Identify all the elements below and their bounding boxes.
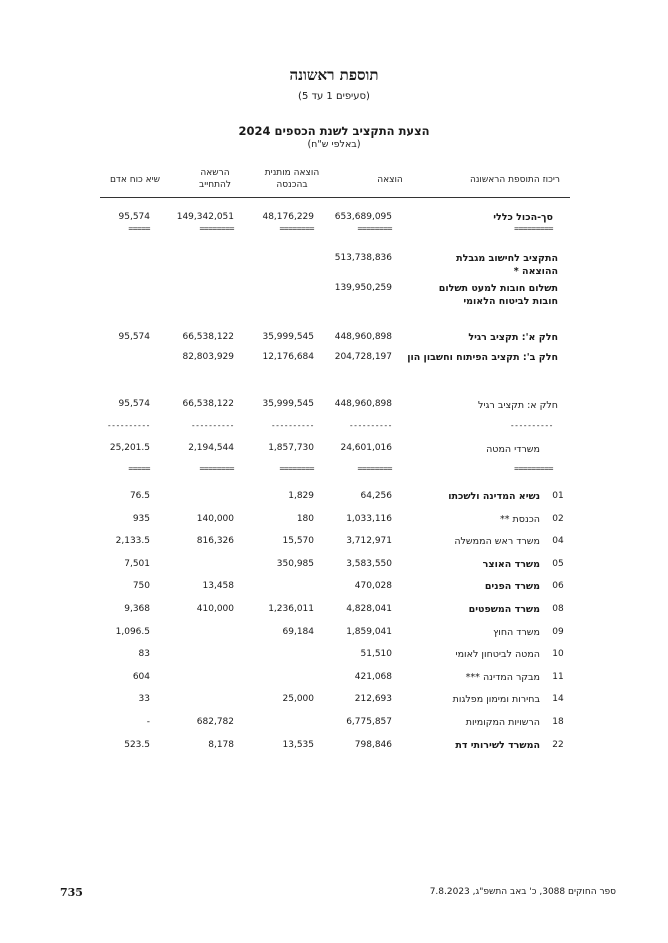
item-manpower: 604 [132, 672, 150, 682]
part-a-conditional: 35,999,545 [262, 332, 314, 342]
item-code: 10 [552, 649, 564, 659]
part-a-rule-expense: ---------- [348, 421, 392, 430]
part-a-repeat-label: חלק א: תקציב רגיל [478, 400, 558, 411]
part-a-expense: 448,960,898 [334, 332, 392, 342]
item-commitment: 140,000 [196, 514, 234, 524]
item-code: 14 [552, 694, 564, 704]
item-label: משרד הפנים [484, 581, 540, 592]
part-a-manpower: 95,574 [118, 332, 150, 342]
item-label: משרד ראש הממשלה [454, 536, 540, 547]
page-number: 735 [60, 886, 83, 899]
item-commitment: 816,326 [196, 536, 234, 546]
debt-payments-label-1: תשלום חובות למעט תשלום [438, 283, 558, 294]
total-rule-manpower: ===== [128, 224, 150, 233]
item-manpower: 83 [138, 649, 150, 659]
column-header-conditional-1: הוצאה מותנית [264, 168, 320, 178]
part-a-commitment: 66,538,122 [182, 332, 234, 342]
item-expense: 51,510 [360, 649, 392, 659]
budget-title: הצעת התקציב לשנת הכספים 2024 [238, 124, 430, 138]
item-label: משרד החוץ [493, 627, 540, 638]
item-manpower: 935 [132, 514, 150, 524]
part-b-label: חלק ב': תקציב הפיתוח וחשבון הון [407, 352, 558, 363]
item-manpower: 523.5 [124, 740, 150, 750]
item-manpower: 76.5 [129, 491, 150, 501]
item-manpower: 750 [132, 581, 150, 591]
item-commitment: 410,000 [196, 604, 234, 614]
item-manpower: 33 [138, 694, 150, 704]
item-expense: 470,028 [354, 581, 392, 591]
ministries-hq-expense: 24,601,016 [340, 443, 392, 453]
total-rule-label: ========= [514, 224, 553, 233]
expense-limit-expense: 513,738,836 [334, 253, 392, 263]
column-header-summary: ריכוז התוספת הראשונה [469, 175, 560, 185]
part-a-label: חלק א': תקציב רגיל [468, 332, 558, 343]
item-manpower: 1,096.5 [115, 627, 150, 637]
column-header-manpower: שיא כוח אדם [109, 175, 161, 185]
item-manpower: 2,133.5 [115, 536, 150, 546]
part-a-rule-label: ---------- [509, 421, 553, 430]
total-conditional: 48,176,229 [262, 212, 314, 222]
item-label: המטה לביטחון לאומי [455, 649, 540, 660]
item-code: 22 [552, 740, 564, 750]
ministries-hq-conditional: 1,857,730 [268, 443, 314, 453]
page-title: תוספת ראשונה [289, 66, 379, 84]
ministries-rule-conditional: ======== [279, 464, 314, 473]
ministries-hq-manpower: 25,201.5 [109, 443, 150, 453]
item-conditional: 180 [296, 514, 314, 524]
item-conditional: 69,184 [282, 627, 314, 637]
item-conditional: 25,000 [282, 694, 314, 704]
part-a-repeat-conditional: 35,999,545 [262, 399, 314, 409]
item-code: 02 [552, 514, 564, 524]
ministries-rule-manpower: ===== [128, 464, 150, 473]
part-a-rule-conditional: ---------- [270, 421, 314, 430]
item-label: משרד המשפטים [468, 604, 540, 615]
part-a-repeat-expense: 448,960,898 [334, 399, 392, 409]
item-expense: 4,828,041 [346, 604, 392, 614]
item-manpower: 9,368 [124, 604, 150, 614]
item-expense: 6,775,857 [346, 717, 392, 727]
column-header-expense: הוצאה [377, 175, 403, 185]
total-rule-expense: ======== [357, 224, 392, 233]
item-conditional: 15,570 [282, 536, 314, 546]
item-code: 09 [552, 627, 564, 637]
ministries-rule-label: ========= [514, 464, 553, 473]
item-conditional: 1,829 [288, 491, 314, 501]
item-conditional: 350,985 [276, 559, 314, 569]
debt-payments-label-2: חובות לביטוח הלאומי [463, 296, 558, 307]
ministries-hq-commitment: 2,194,544 [188, 443, 234, 453]
item-commitment: 13,458 [202, 581, 234, 591]
item-label: מבקר המדינה *** [465, 672, 540, 683]
part-a-repeat-manpower: 95,574 [118, 399, 150, 409]
item-commitment: 8,178 [208, 740, 234, 750]
item-code: 11 [552, 672, 564, 682]
page-subtitle: (סעיפים 1 עד 5) [298, 91, 370, 102]
item-expense: 212,693 [354, 694, 392, 704]
item-conditional: 13,535 [282, 740, 314, 750]
column-header-conditional-2: בהכנסה [276, 180, 308, 190]
item-label: המשרד לשירותי דת [455, 740, 540, 751]
expense-limit-label-1: התקציב לחישוב מגבלת [456, 253, 558, 264]
total-commitment: 149,342,051 [176, 212, 234, 222]
ministries-hq-label: משרדי המטה [486, 444, 540, 455]
item-expense: 421,068 [354, 672, 392, 682]
item-expense: 64,256 [360, 491, 392, 501]
total-manpower: 95,574 [118, 212, 150, 222]
footer-source: ספר החוקים 3088, כ' באב התשפ"ג, 7.8.2023 [429, 887, 616, 897]
item-expense: 1,859,041 [346, 627, 392, 637]
column-header-commitment-1: הרשאה [200, 168, 230, 178]
part-a-rule-manpower: ---------- [106, 421, 150, 430]
item-commitment: 682,782 [196, 717, 234, 727]
item-label: נשיא המדינה ולשכתו [448, 491, 540, 502]
item-code: 05 [552, 559, 564, 569]
part-b-expense: 204,728,197 [334, 352, 392, 362]
total-expense: 653,689,095 [334, 212, 392, 222]
part-a-repeat-commitment: 66,538,122 [182, 399, 234, 409]
total-rule-conditional: ======== [279, 224, 314, 233]
item-manpower: - [146, 717, 150, 727]
item-conditional: 1,236,011 [268, 604, 314, 614]
ministries-rule-commitment: ======== [199, 464, 234, 473]
item-code: 04 [552, 536, 564, 546]
item-label: הרשויות המקומיות [465, 717, 540, 728]
item-expense: 3,712,971 [346, 536, 392, 546]
budget-unit: (באלפי ש"ח) [307, 139, 361, 150]
item-code: 18 [552, 717, 564, 727]
item-label: משרד האוצר [482, 559, 540, 570]
item-manpower: 7,501 [124, 559, 150, 569]
column-header-commitment-2: להתחייב [198, 180, 232, 190]
item-expense: 798,846 [354, 740, 392, 750]
part-b-conditional: 12,176,684 [262, 352, 314, 362]
total-label: סך-הכול כללי [493, 212, 553, 223]
expense-limit-label-2: ההוצאה * [513, 266, 558, 277]
part-b-commitment: 82,803,929 [182, 352, 234, 362]
total-rule-commitment: ======== [199, 224, 234, 233]
part-a-rule-commitment: ---------- [190, 421, 234, 430]
item-code: 06 [552, 581, 564, 591]
header-rule [100, 197, 570, 198]
item-expense: 3,583,550 [346, 559, 392, 569]
item-expense: 1,033,116 [346, 514, 392, 524]
debt-payments-expense: 139,950,259 [334, 283, 392, 293]
item-label: בחירות ומימון מפלגות [452, 694, 540, 705]
ministries-rule-expense: ======== [357, 464, 392, 473]
item-code: 01 [552, 491, 564, 501]
item-label: הכנסת ** [500, 514, 540, 525]
item-code: 08 [552, 604, 564, 614]
